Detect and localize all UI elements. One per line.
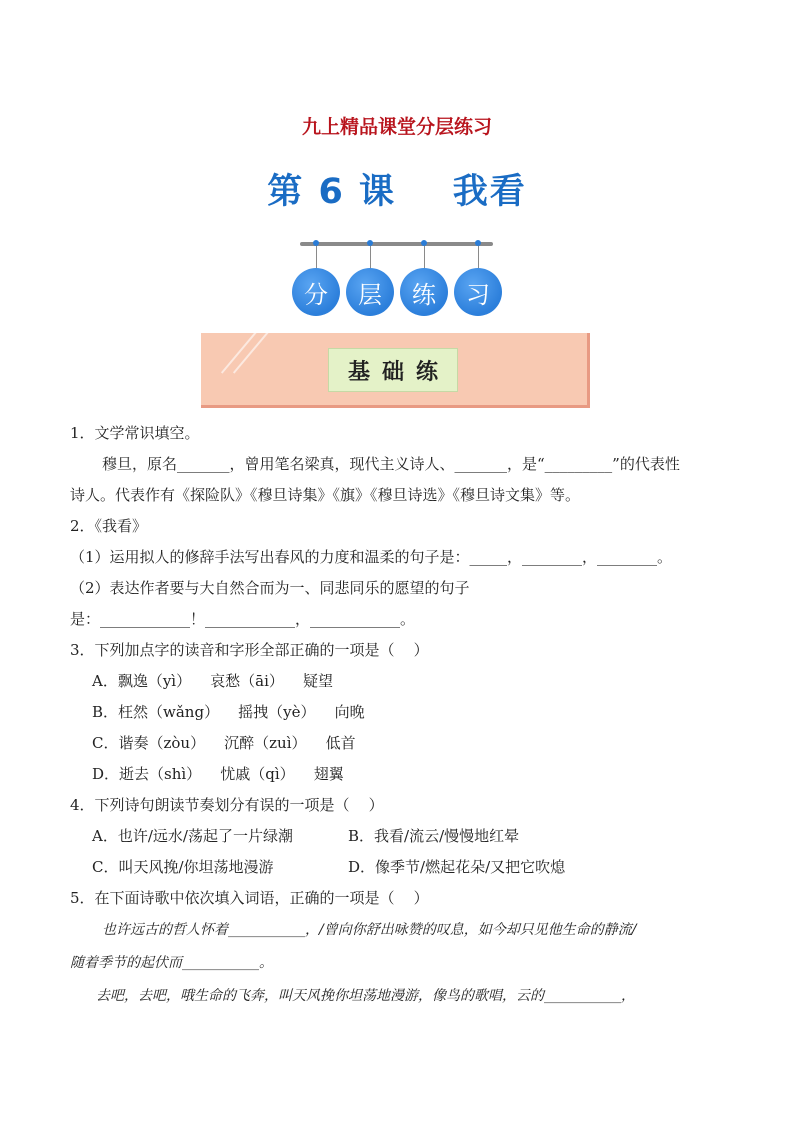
q3-option-b: B．枉然（wǎng） 摇拽（yè） 向晚 (92, 703, 365, 721)
tag-rail (300, 242, 493, 246)
tag-peg-dot (367, 240, 373, 246)
q5-heading: 5．在下面诗歌中依次填入词语，正确的一项是（ ） (70, 889, 429, 907)
tag-peg-dot (475, 240, 481, 246)
q5-poem-line: 也许远古的哲人怀着___________，/曾向你舒出咏赞的叹息，如今却只见他生命的静流/ (102, 922, 637, 938)
tag-peg-dot (313, 240, 319, 246)
q2-sub: 是：____________！____________，____________。 (70, 610, 416, 628)
tag-circle: 练 (400, 268, 448, 316)
tag-circle: 分 (292, 268, 340, 316)
q4-heading: 4．下列诗句朗读节奏划分有误的一项是（ ） (70, 796, 384, 814)
section-label: 基础练 (328, 348, 458, 392)
tag-peg-dot (421, 240, 427, 246)
q2-sub: （2）表达作者要与大自然合而为一、同悲同乐的愿望的句子 (70, 579, 470, 597)
q4-option-a: A．也许/远水/荡起了一片绿潮 (92, 827, 293, 845)
q3-option-c: C．谐奏（zòu） 沉醉（zuì） 低首 (92, 734, 356, 752)
tag-peg (370, 244, 371, 270)
q5-poem-line: 随着季节的起伏而___________。 (70, 955, 273, 971)
q3-option-d: D．逝去（shì） 忧戚（qì） 翅翼 (92, 765, 344, 783)
tag-circle: 习 (454, 268, 502, 316)
q4-option-d: D．像季节/燃起花朵/又把它吹熄 (348, 858, 566, 876)
q4-option-b: B．我看/流云/慢慢地红晕 (348, 827, 520, 845)
lesson-title: 第 6 课 我看 (267, 172, 527, 212)
series-subtitle: 九上精品课堂分层练习 (301, 116, 492, 138)
q5-poem-line: 去吧，去吧，哦生命的飞奔，叫天风挽你坦荡地漫游，像鸟的歌唱，云的___________， (96, 988, 635, 1004)
q3-option-a: A．飘逸（yì） 哀愁（āi） 疑望 (92, 672, 333, 690)
q2-heading: 2．《我看》 (70, 517, 148, 535)
tag-peg (478, 244, 479, 270)
q1-heading: 1．文学常识填空。 (70, 424, 200, 442)
q4-option-c: C．叫天风挽/你坦荡地漫游 (92, 858, 274, 876)
tag-peg (316, 244, 317, 270)
q1-line: 诗人。代表作有《探险队》《穆旦诗集》《旗》《穆旦诗选》《穆旦诗文集》等。 (70, 486, 581, 504)
q3-heading: 3．下列加点字的读音和字形全部正确的一项是（ ） (70, 641, 429, 659)
tag-circle: 层 (346, 268, 394, 316)
q1-line: 穆旦，原名_______，曾用笔名梁真，现代主义诗人、_______，是“_________”的代表性 (102, 455, 680, 473)
tag-peg (424, 244, 425, 270)
q2-sub: （1）运用拟人的修辞手法写出春风的力度和温柔的句子是：_____，________，________。 (70, 548, 673, 566)
